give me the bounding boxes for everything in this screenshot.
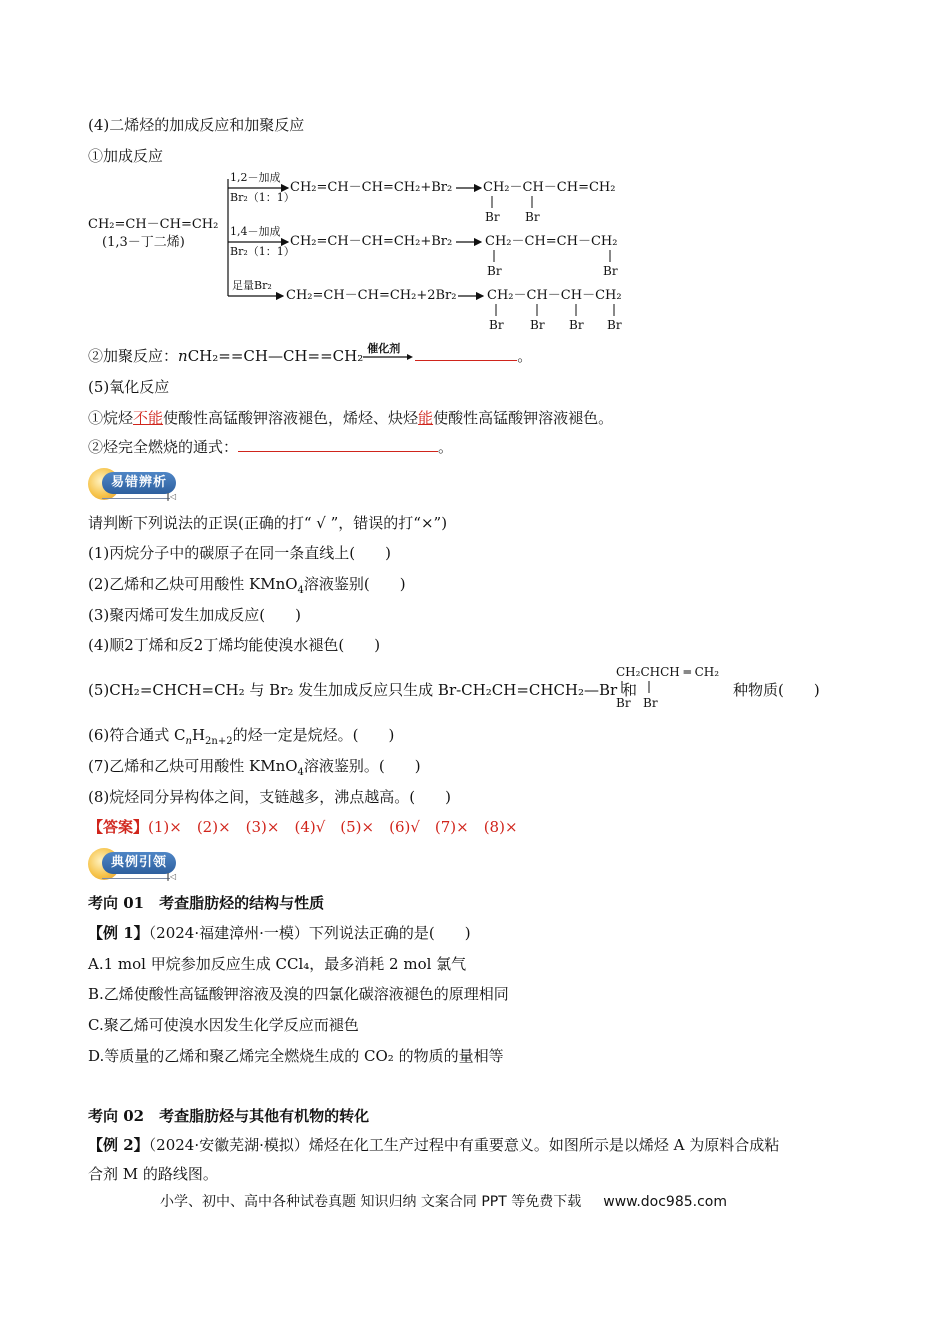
direction-1-title: 考向 01 考查脂肪烃的结构与性质 <box>88 894 325 912</box>
footer-text: 小学、初中、高中各种试卷真题 知识归纳 文案合同 PPT 等免费下载 <box>160 1194 582 1210</box>
badge-mark-icon: ∥◁ <box>166 872 177 881</box>
examples-badge <box>88 847 178 883</box>
judge-q8: (8)烷烃同分异构体之间，支链越多，沸点越高。( ) <box>88 788 451 806</box>
branch2-br-1: Br <box>487 264 502 278</box>
branch1-product: CH₂－CH－CH=CH₂ <box>483 180 616 195</box>
oxidation-line-2: ②烃完全燃烧的通式： 。 <box>88 438 454 456</box>
option-a: A.1 mol 甲烷参加反应生成 CCl₄，最多消耗 2 mol 氯气 <box>88 955 467 973</box>
branch2-condition-bottom: Br₂（1：1） <box>230 245 295 258</box>
judge-q7: (7)乙烯和乙炔可用酸性 KMnO$_4$溶液鉴别。( ) <box>88 757 421 778</box>
badge-mark-icon: ∥◁ <box>166 492 177 501</box>
poly-formula: CH₂==CH—CH==CH₂ <box>187 347 364 365</box>
oxidation-line-1: ①烷烃不能使酸性高锰酸钾溶液褪色，烯烃、炔烃能使酸性高锰酸钾溶液褪色。 <box>88 409 614 427</box>
answer-text: (1)× (2)× (3)× (4)√ (5)× (6)√ (7)× (8)× <box>148 818 518 836</box>
branch2-condition-top: 1,4－加成 <box>230 225 281 238</box>
branch1-condition-top: 1,2－加成 <box>230 171 281 184</box>
judge-q5-end: 种物质( ) <box>733 681 820 699</box>
catalyst-arrow <box>363 342 415 364</box>
option-b: B.乙烯使酸性高锰酸钾溶液及溴的四氯化碳溶液褪色的原理相同 <box>88 985 509 1003</box>
badge-label: 典例引领 <box>102 852 176 874</box>
section-4-title: (4)二烯烃的加成反应和加聚反应 <box>88 116 305 134</box>
addition-reaction-title: ①加成反应 <box>88 147 164 165</box>
cannot-text: 不能 <box>133 409 164 427</box>
catalyst-label: 催化剂 <box>367 342 401 355</box>
poly-n: n <box>178 347 188 365</box>
branch3-br-1: Br <box>489 318 504 332</box>
branch3-equation: CH₂=CH－CH=CH₂+2Br₂ <box>286 288 457 303</box>
branch3-condition: 足量Br₂ <box>232 279 272 292</box>
q5-structure-formula: CH₂CHCH ═ CH₂ <box>616 665 720 679</box>
judge-q6: (6)符合通式 $C_nH_{2n+2}$的烃一定是烷烃。( ) <box>88 726 395 747</box>
poly-answer-blank[interactable] <box>415 346 517 361</box>
judge-intro: 请判断下列说法的正误(正确的打“ √ ”，错误的打“×”) <box>88 514 448 532</box>
q5-br-1: Br <box>616 696 631 710</box>
branch2-equation: CH₂=CH－CH=CH₂+Br₂ <box>290 234 453 249</box>
branch3-product: CH₂－CH－CH－CH₂ <box>487 288 622 303</box>
judge-q1: (1)丙烷分子中的碳原子在同一条直线上( ) <box>88 544 391 562</box>
branch1-br-2: Br <box>525 210 540 224</box>
branch3-br-4: Br <box>607 318 622 332</box>
option-d: D.等质量的乙烯和聚乙烯完全燃烧生成的 CO₂ 的物质的量相等 <box>88 1047 504 1065</box>
judge-q3: (3)聚丙烯可发生加成反应( ) <box>88 606 301 624</box>
example-2-stem: 【例 2】（2024·安徽芜湖·模拟）烯烃在化工生产过程中有重要意义。如图所示是以烯烃 A 为原料合成粘 <box>88 1136 780 1154</box>
poly-prefix: ②加聚反应： <box>88 347 179 365</box>
combustion-formula-blank[interactable] <box>238 437 438 452</box>
branch2-br-2: Br <box>603 264 618 278</box>
reactant-formula: CH₂=CH－CH=CH₂ <box>88 217 219 232</box>
branch1-condition-bottom: Br₂（1：1） <box>230 191 295 204</box>
reactant-name: (1,3－丁二烯) <box>102 235 185 250</box>
addition-reaction-scheme <box>88 166 648 336</box>
polymerization-line: ②加聚反应：nCH₂==CH—CH==CH₂ 催化剂 。 <box>88 345 532 367</box>
q5-br-2: Br <box>643 696 658 710</box>
answer-label: 【答案】 <box>88 818 149 836</box>
section-5-title: (5)氧化反应 <box>88 378 170 396</box>
badge-label: 易错辨析 <box>102 472 176 494</box>
direction-2-title: 考向 02 考查脂肪烃与其他有机物的转化 <box>88 1107 370 1125</box>
error-analysis-badge <box>88 467 178 503</box>
can-text: 能 <box>418 409 434 427</box>
option-c: C.聚乙烯可使溴水因发生化学反应而褪色 <box>88 1016 359 1034</box>
judge-q5: (5)CH₂=CHCH=CH₂ 与 Br₂ 发生加成反应只生成 Br-CH₂CH=CHCH₂—Br 和 <box>88 681 637 699</box>
example-2-stem-cont: 合剂 M 的路线图。 <box>88 1165 218 1183</box>
branch2-product: CH₂－CH=CH－CH₂ <box>485 234 618 249</box>
answer-line <box>88 816 518 838</box>
branch3-br-3: Br <box>569 318 584 332</box>
branch1-equation: CH₂=CH－CH=CH₂+Br₂ <box>290 180 453 195</box>
judge-q4: (4)顺2丁烯和反2丁烯均能使溴水褪色( ) <box>88 636 381 654</box>
page-footer <box>160 1191 727 1211</box>
example-1-stem: 【例 1】（2024·福建漳州·一模）下列说法正确的是( ) <box>88 924 471 942</box>
branch1-br-1: Br <box>485 210 500 224</box>
q5-structure <box>616 665 736 711</box>
branch3-br-2: Br <box>530 318 545 332</box>
footer-url[interactable]: www.doc985.com <box>603 1194 727 1210</box>
judge-q2: (2)乙烯和乙炔可用酸性 KMnO$_4$溶液鉴别( ) <box>88 575 406 596</box>
